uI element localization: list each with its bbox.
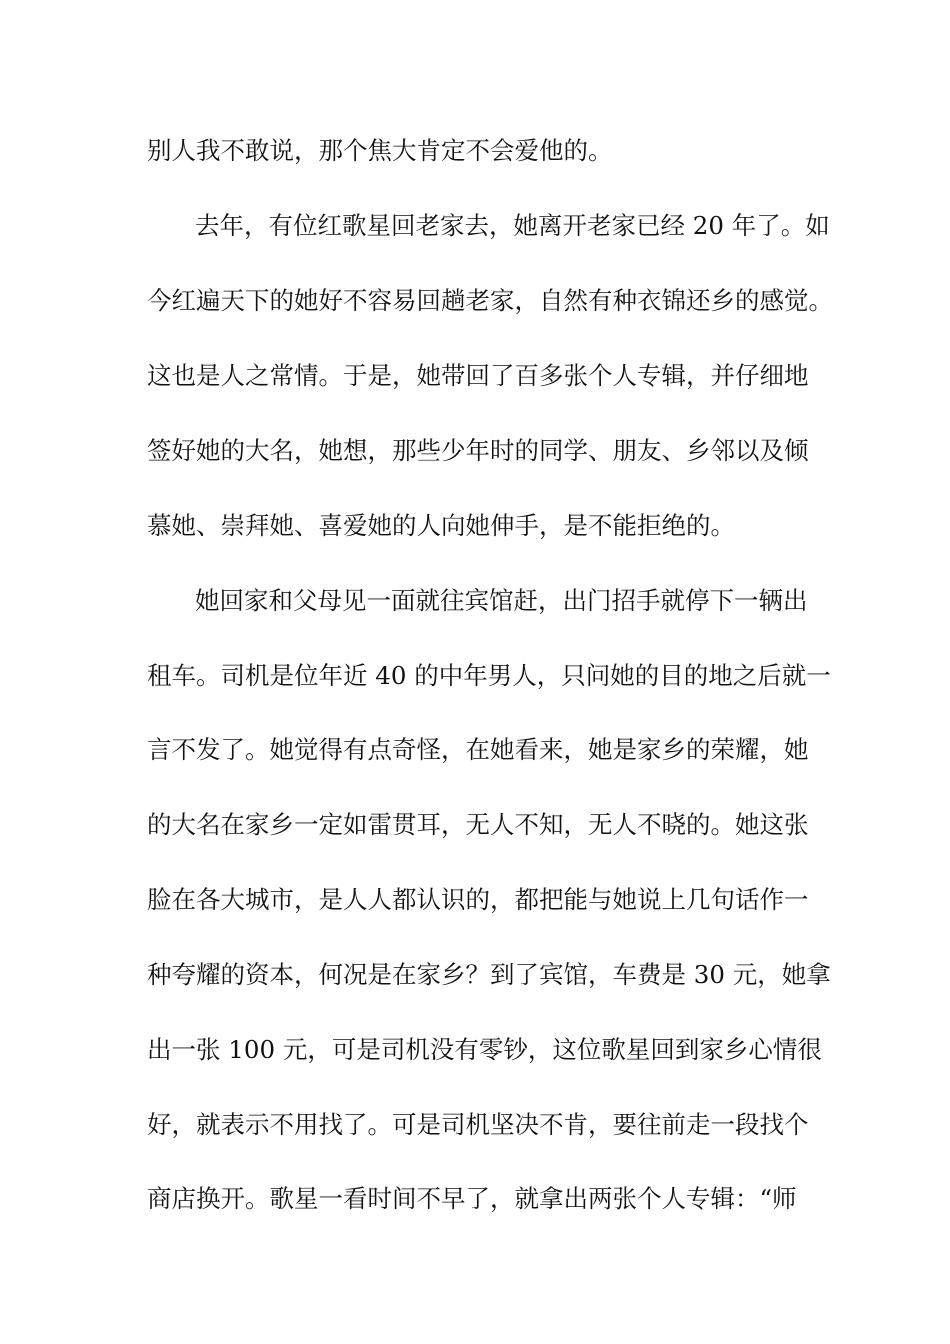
paragraph-start-line: 去年，有位红歌星回老家去，她离开老家已经 20 年了。如 (195, 211, 830, 240)
text-line-12: 种夸耀的资本，何况是在家乡？到了宾馆，车费是 30 元，她拿 (147, 960, 831, 989)
paragraph-start-line: 她回家和父母见一面就往宾馆赶，出门招手就停下一辆出 (195, 586, 808, 615)
text-line-4: 这也是人之常情。于是，她带回了百多张个人专辑，并仔细地 (147, 361, 809, 390)
text-line-10: 的大名在家乡一定如雷贯耳，无人不知，无人不晓的。她这张 (147, 810, 809, 839)
text-line-9: 言不发了。她觉得有点奇怪，在她看来，她是家乡的荣耀，她 (147, 735, 809, 764)
text-line-13: 出一张 100 元，可是司机没有零钞，这位歌星回到家乡心情很 (147, 1035, 822, 1064)
text-line-15: 商店换开。歌星一看时间不早了，就拿出两张个人专辑：“师 (147, 1184, 797, 1213)
text-line-14: 好，就表示不用找了。可是司机坚决不肯，要往前走一段找个 (147, 1110, 809, 1139)
text-line-1: 别人我不敢说，那个焦大肯定不会爱他的。 (147, 136, 613, 165)
text-line-5: 签好她的大名，她想，那些少年时的同学、朋友、乡邻以及倾 (147, 436, 809, 465)
text-line-6: 慕她、崇拜她、喜爱她的人向她伸手，是不能拒绝的。 (147, 511, 735, 540)
text-line-11: 脸在各大城市，是人人都认识的，都把能与她说上几句话作一 (147, 885, 809, 914)
text-line-3: 今红遍天下的她好不容易回趟老家，自然有种衣锦还乡的感觉。 (147, 286, 833, 315)
text-line-8: 租车。司机是位年近 40 的中年男人，只问她的目的地之后就一 (147, 661, 831, 690)
